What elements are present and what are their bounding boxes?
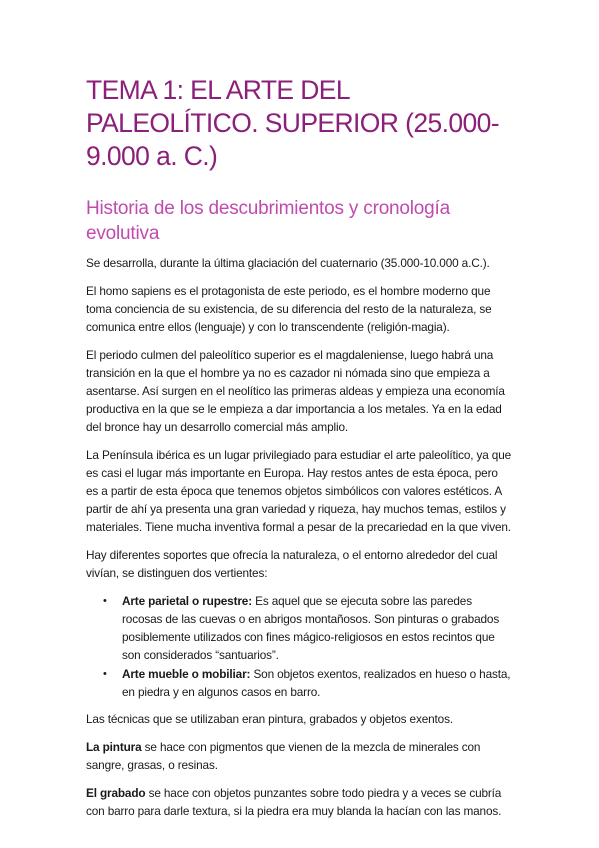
bullet-icon: • <box>103 668 107 680</box>
paragraph-tecnicas: Las técnicas que se utilizaban eran pintura, grabados y objetos exentos. <box>86 712 453 726</box>
list-item-arte-parietal <box>103 592 513 664</box>
vertientes-list <box>86 592 513 701</box>
term-grabado: El grabado <box>86 786 146 800</box>
paragraph-soportes: Hay diferentes soportes que ofrecía la naturaleza, o el entorno alrededor del cual vivían, se distinguen dos vertientes: <box>86 548 498 580</box>
paragraph-grabado <box>86 784 513 820</box>
term-arte-mueble: Arte mueble o mobiliar: <box>122 667 251 681</box>
term-pintura: La pintura <box>86 740 142 754</box>
paragraph-homo-sapiens: El homo sapiens es el protagonista de este periodo, es el hombre moderno que toma conciencia de su existencia, de su diferencia del resto de la naturaleza, se comunica entre ellos (lenguaje) y con lo transcendente (religión-magia). <box>86 284 492 334</box>
definition-arte-parietal: Es aquel que se ejecuta sobre las paredes rocosas de las cuevas o en abrigos montañosos. Son pinturas o grabados posiblemente utilizados con fines mágico-religiosos en estos recintos que son considerados “santuarios”. <box>122 594 500 662</box>
paragraph-pintura <box>86 738 513 774</box>
definition-pintura: se hace con pigmentos que vienen de la mezcla de minerales con sangre, grasas, o resinas. <box>86 740 481 772</box>
definition-grabado: se hace con objetos punzantes sobre todo piedra y a veces se cubría con barro para darle textura, si la piedra era muy blanda la hacían con las manos. <box>86 786 502 818</box>
definition-arte-mueble: Son objetos exentos, realizados en hueso o hasta, en piedra y en algunos casos en barro. <box>122 667 511 699</box>
section-heading: Historia de los descubrimientos y cronología evolutiva <box>86 198 450 244</box>
list-item-arte-mueble <box>103 665 513 701</box>
term-arte-parietal: Arte parietal o rupestre: <box>122 594 252 608</box>
paragraph-peninsula-iberica: La Península ibérica es un lugar privilegiado para estudiar el arte paleolítico, ya que es casi el lugar más importante en Europa. Hay restos antes de esta época, pero es a partir de esta época que tenemos objetos simbólicos con valores estéticos. A partir de ahí ya presenta una gran variedad y riqueza, hay muchos temas, estilos y materiales. Tiene mucha inventiva formal a pesar de la precariedad en la que viven. <box>86 448 512 534</box>
paragraph-glaciacion: Se desarrolla, durante la última glaciación del cuaternario (35.000-10.000 a.C.). <box>86 256 490 270</box>
document-title: TEMA 1: EL ARTE DEL PALEOLÍTICO. SUPERIOR (25.000-9.000 a. C.) <box>86 75 500 171</box>
paragraph-magdaleniense: El periodo culmen del paleolítico superior es el magdaleniense, luego habrá una transición en la que el hombre ya no es cazador ni nómada sino que empieza a asentarse. Así surgen en el neolítico las primeras aldeas y empieza una economía productiva en la que se le empieza a dar importancia a los metales. Ya en la edad del bronce hay un desarrollo comercial más amplio. <box>86 348 505 434</box>
bullet-icon: • <box>103 595 107 607</box>
